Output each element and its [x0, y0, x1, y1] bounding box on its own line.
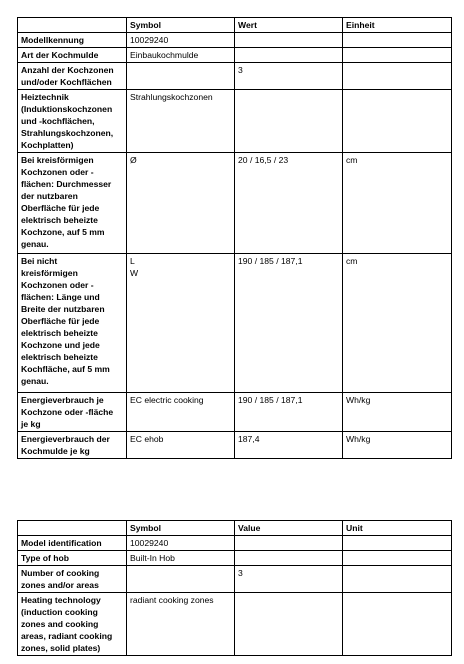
table-row [18, 48, 452, 63]
table-row [18, 33, 452, 48]
row-symbol: 10029240 [127, 536, 235, 551]
header-value: Wert [235, 18, 343, 33]
german-spec-table [17, 17, 452, 459]
header-symbol: Symbol [127, 521, 235, 536]
row-symbol: L W [127, 254, 235, 393]
row-label: Number of cooking zones and/or areas [18, 566, 127, 593]
row-unit: Wh/kg [343, 393, 452, 432]
table-row [18, 393, 452, 432]
row-unit [343, 536, 452, 551]
row-value: 3 [235, 63, 343, 90]
row-value [235, 90, 343, 153]
row-label: Anzahl der Kochzonen und/oder Kochflächen [18, 63, 127, 90]
row-value: 190 / 185 / 187,1 [235, 254, 343, 393]
row-symbol: 10029240 [127, 33, 235, 48]
row-label: Modellkennung [18, 33, 127, 48]
table-row [18, 551, 452, 566]
row-unit [343, 593, 452, 656]
row-label: Type of hob [18, 551, 127, 566]
row-label: Bei nicht kreisförmigen Kochzonen oder - flächen: Länge und Breite der nutzbaren Oberfläche für jede elektrisch beheizte Kochzone und jede elektrisch beheizte Kochfläche, auf 5 mm genau. [18, 254, 127, 393]
table-row [18, 254, 452, 393]
row-value [235, 593, 343, 656]
row-label: Heating technology (induction cooking zones and cooking areas, radiant cooking zones, solid plates) [18, 593, 127, 656]
english-spec-table [17, 520, 452, 656]
row-symbol: EC ehob [127, 432, 235, 459]
row-label: Energieverbrauch je Kochzone oder -fläche je kg [18, 393, 127, 432]
row-unit: Wh/kg [343, 432, 452, 459]
row-label: Model identification [18, 536, 127, 551]
header-empty [18, 18, 127, 33]
row-unit [343, 566, 452, 593]
row-label: Bei kreisförmigen Kochzonen oder - flächen: Durchmesser der nutzbaren Oberfläche für jede elektrisch beheizte Kochzone, auf 5 mm genau. [18, 153, 127, 254]
table-header-row [18, 18, 452, 33]
row-unit [343, 90, 452, 153]
table-row [18, 593, 452, 656]
row-value [235, 33, 343, 48]
row-symbol: Built-In Hob [127, 551, 235, 566]
row-unit [343, 48, 452, 63]
row-unit: cm [343, 254, 452, 393]
row-symbol: radiant cooking zones [127, 593, 235, 656]
table-row [18, 566, 452, 593]
row-value: 3 [235, 566, 343, 593]
row-symbol: Ø [127, 153, 235, 254]
row-value: 20 / 16,5 / 23 [235, 153, 343, 254]
row-label: Art der Kochmulde [18, 48, 127, 63]
row-unit [343, 551, 452, 566]
header-value: Value [235, 521, 343, 536]
table-row [18, 536, 452, 551]
row-value: 187,4 [235, 432, 343, 459]
row-symbol [127, 566, 235, 593]
row-value [235, 551, 343, 566]
table-row [18, 432, 452, 459]
row-symbol: Einbaukochmulde [127, 48, 235, 63]
row-symbol [127, 63, 235, 90]
table-header-row [18, 521, 452, 536]
row-unit: cm [343, 153, 452, 254]
row-unit [343, 33, 452, 48]
header-symbol: Symbol [127, 18, 235, 33]
row-value [235, 536, 343, 551]
header-empty [18, 521, 127, 536]
row-label: Energieverbrauch der Kochmulde je kg [18, 432, 127, 459]
row-value: 190 / 185 / 187,1 [235, 393, 343, 432]
row-unit [343, 63, 452, 90]
row-label: Heiztechnik (Induktionskochzonen und -kochflächen, Strahlungskochzonen, Kochplatten) [18, 90, 127, 153]
row-value [235, 48, 343, 63]
header-unit: Einheit [343, 18, 452, 33]
row-symbol: Strahlungskochzonen [127, 90, 235, 153]
header-unit: Unit [343, 521, 452, 536]
table-row [18, 153, 452, 254]
table-row [18, 90, 452, 153]
table-row [18, 63, 452, 90]
row-symbol: EC electric cooking [127, 393, 235, 432]
